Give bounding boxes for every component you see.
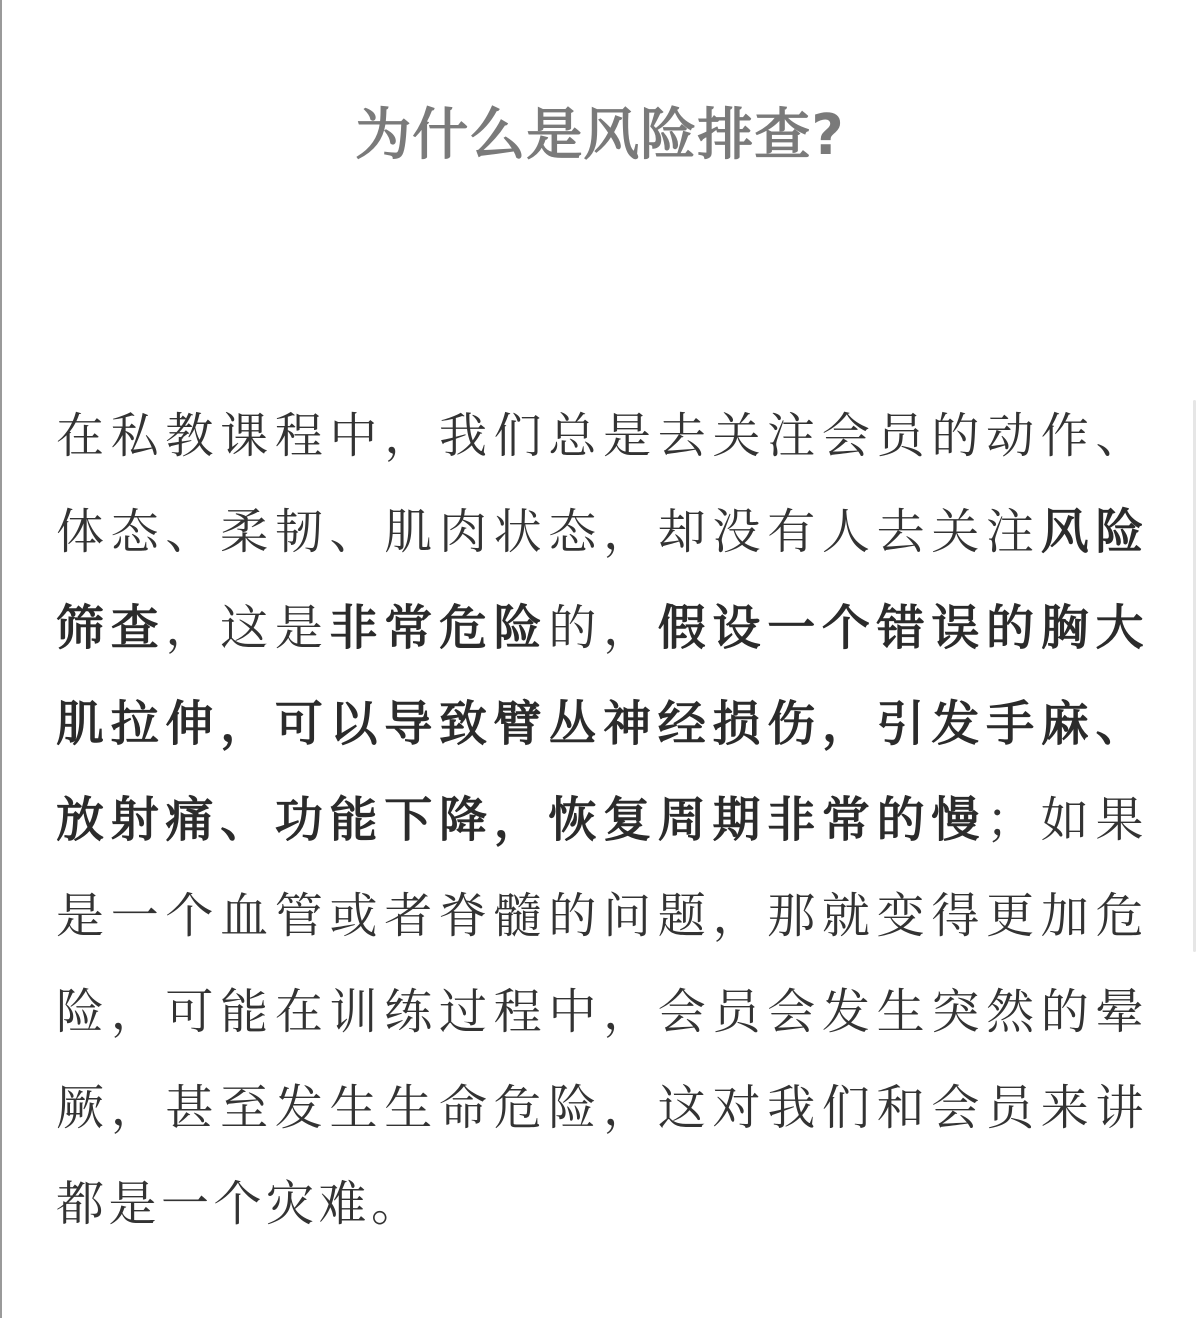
paragraph-emphasis-risk-screening: 风险筛查	[56, 504, 1148, 656]
paragraph-segment-2: ，这是	[165, 600, 330, 656]
paragraph-segment-3: 的，	[548, 600, 658, 656]
paragraph-emphasis-very-dangerous: 非常危险	[329, 600, 549, 656]
scrollbar-track[interactable]	[1193, 400, 1196, 952]
article-title: 为什么是风险排查?	[355, 103, 845, 168]
paragraph-segment-1: 在私教课程中，我们总是去关注会员的动作、体态、柔韧、肌肉状态，却没有人去关注	[56, 408, 1148, 560]
article-paragraph	[56, 388, 1148, 1252]
left-border	[0, 0, 2, 1318]
paragraph-segment-4: ；如果是一个血管或者脊髓的问题，那就变得更加危险，可能在训练过程中，会员会发生突然的晕厥，甚至发生生命危险，这对我们和会员来讲都是一个灾难。	[56, 792, 1148, 1232]
paragraph-emphasis-example: 假设一个错误的胸大肌拉伸，可以导致臂丛神经损伤，引发手麻、放射痛、功能下降，恢复周期非常的慢	[56, 600, 1148, 848]
